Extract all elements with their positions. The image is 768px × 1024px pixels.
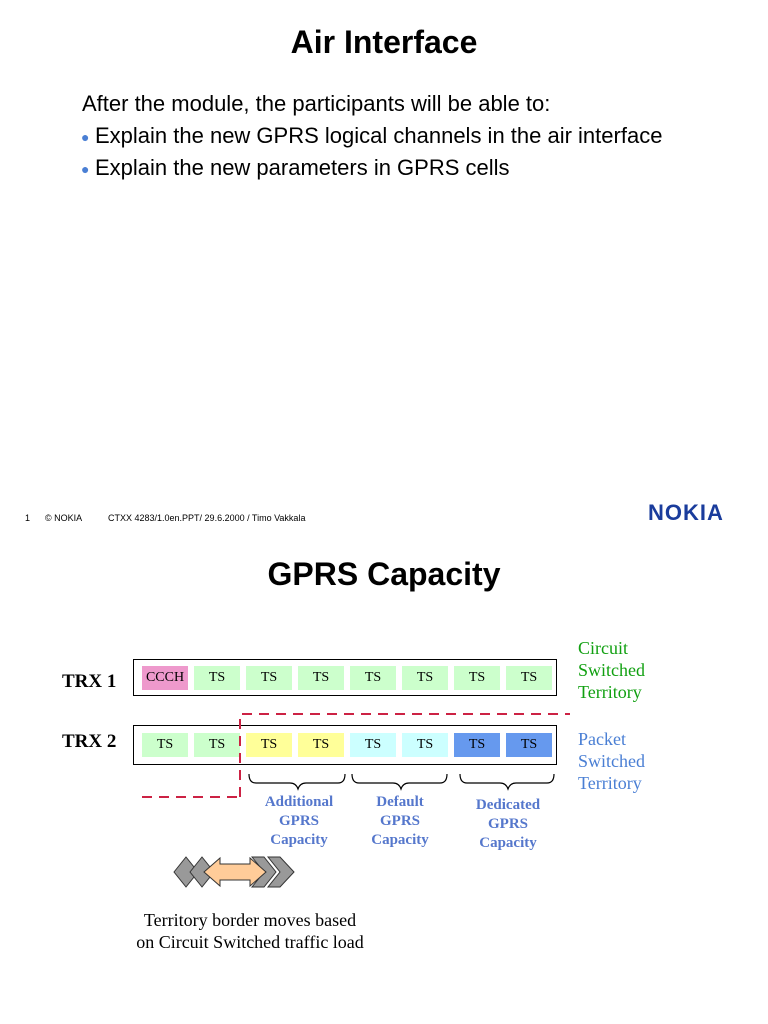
trx1-slot-5: TS [350,666,396,690]
circuit-switched-territory-label: Circuit Switched Territory [578,638,645,702]
bullet-dot-icon: ● [81,129,90,145]
border-move-arrow-icon [174,857,294,887]
trx2-slot-5: TS [350,733,396,757]
slide2-title: GPRS Capacity [267,556,501,592]
trx1-slot-8: TS [506,666,552,690]
trx1-slot-4: TS [298,666,344,690]
territory-caption: Territory border moves based on Circuit Switched traffic load [136,910,364,952]
trx2-slot-7: TS [454,733,500,757]
footer-reference: CTXX 4283/1.0en.PPT/ 29.6.2000 / Timo Vakkala [108,513,306,523]
trx2-slot-8: TS [506,733,552,757]
trx1-slot-2: TS [194,666,240,690]
trx2-slot-2: TS [194,733,240,757]
trx1-slot-1: CCCH [142,666,188,690]
slide1-title: Air Interface [290,24,478,60]
trx2-label: TRX 2 [62,731,117,752]
packet-switched-territory-label: Packet Switched Territory [578,729,645,793]
trx1-slot-3: TS [246,666,292,690]
trx1-slot-7: TS [454,666,500,690]
trx1-slot-6: TS [402,666,448,690]
trx2-slot-6: TS [402,733,448,757]
trx1-label: TRX 1 [62,671,117,692]
slide1-intro: After the module, the participants will be able to: [82,91,551,116]
trx2-slot-4: TS [298,733,344,757]
dedicated-gprs-capacity-label: Dedicated GPRS Capacity [475,797,541,851]
trx2-slot-1: TS [142,733,188,757]
capacity-braces [249,774,554,789]
slide1-bullet-2-text: Explain the new parameters in GPRS cells [95,155,510,180]
footer-page-number: 1 [25,513,31,523]
slide1-bullet-1-text: Explain the new GPRS logical channels in the air interface [95,123,663,148]
additional-gprs-capacity-label: Additional GPRS Capacity [264,794,334,848]
footer-copyright: © NOKIA [45,513,83,523]
trx2-slot-3: TS [246,733,292,757]
nokia-logo: NOKIA [648,500,724,525]
default-gprs-capacity-label: Default GPRS Capacity [371,794,429,848]
bullet-dot-icon: ● [81,161,90,177]
